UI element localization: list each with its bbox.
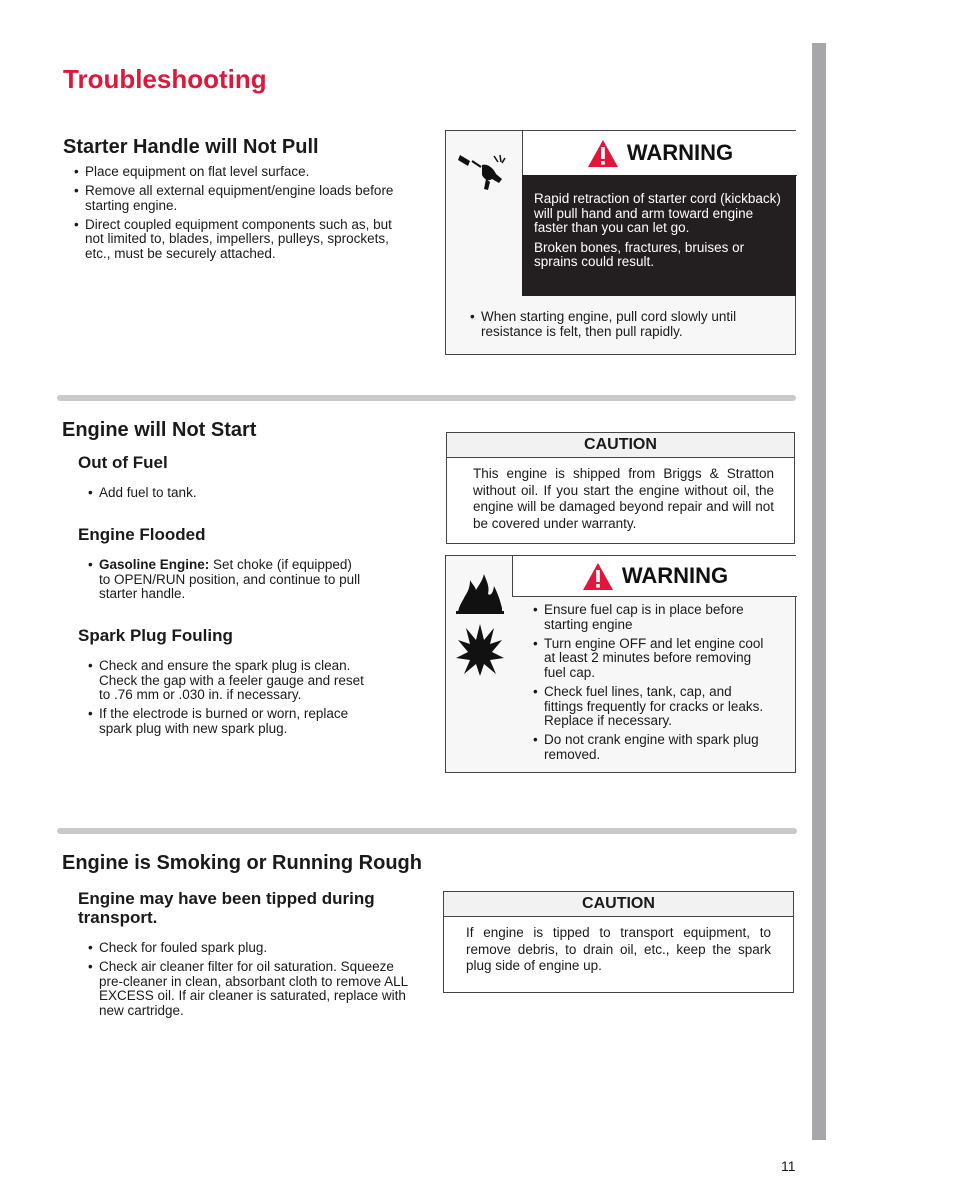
page-title: Troubleshooting	[63, 64, 267, 94]
tipped-heading: Engine may have been tipped during transport.	[78, 889, 375, 927]
out-of-fuel-heading: Out of Fuel	[78, 453, 168, 472]
list-item: • When starting engine, pull cord slowly until resistance is felt, then pull rapidly.	[470, 310, 770, 339]
list-item: • Direct coupled equipment components such as, but not limited to, blades, impellers, pulleys, sprockets, etc., must be securely attached.	[74, 218, 404, 262]
warning-label: WARNING	[626, 140, 734, 165]
smoking-heading: Engine is Smoking or Running Rough	[62, 852, 422, 874]
hazard-text: Rapid retraction of starter cord (kickback) will pull hand and arm toward engine faster than you can let go.	[534, 191, 781, 236]
bold-lead: Gasoline Engine:	[99, 557, 210, 572]
fire-hazard-icon	[454, 572, 506, 614]
tipping-caution-box	[443, 891, 794, 993]
starter-heading: Starter Handle will Not Pull	[63, 136, 319, 158]
caution-text: If engine is tipped to transport equipment, to remove debris, to drain oil, etc., keep the spark plug side of engine up.	[466, 925, 771, 973]
engine-flooded-list	[88, 558, 363, 606]
page-edge-bar	[812, 43, 826, 1140]
starter-bullet-list	[74, 165, 404, 266]
section-divider	[57, 828, 797, 834]
warning-hazard-panel	[522, 175, 796, 296]
spark-plug-heading: Spark Plug Fouling	[78, 626, 233, 645]
list-item	[88, 558, 363, 602]
not-start-heading: Engine will Not Start	[62, 419, 257, 441]
warning-bullet-list	[470, 310, 770, 344]
out-of-fuel-list	[88, 486, 388, 505]
list-item: • Check air cleaner filter for oil saturation. Squeeze pre-cleaner in clean, absorbant cloth to remove ALL EXCESS oil. If air cleaner is saturated, replace with new cartridge.	[88, 960, 408, 1018]
warning-bullet-list	[533, 603, 768, 767]
list-item: • Check and ensure the spark plug is clean. Check the gap with a feeler gauge and reset to .76 mm or .030 in. if necessary.	[88, 659, 373, 703]
hazard-text: Broken bones, fractures, bruises or sprains could result.	[534, 239, 745, 270]
list-item: • Place equipment on flat level surface.	[74, 165, 404, 180]
engine-flooded-heading: Engine Flooded	[78, 525, 206, 544]
list-item: • If the electrode is burned or worn, replace spark plug with new spark plug.	[88, 707, 373, 736]
list-item: • Remove all external equipment/engine loads before starting engine.	[74, 184, 404, 213]
tipped-bullet-list	[88, 941, 408, 1023]
warning-header	[522, 131, 797, 176]
warning-header	[512, 556, 797, 597]
list-item: • Check fuel lines, tank, cap, and fittings frequently for cracks or leaks. Replace if necessary.	[533, 685, 768, 729]
explosion-hazard-icon	[456, 622, 504, 676]
list-item: • Ensure fuel cap is in place before starting engine	[533, 603, 768, 632]
list-item: • Turn engine OFF and let engine cool at least 2 minutes before removing fuel cap.	[533, 637, 768, 681]
kickback-hazard-icon	[454, 149, 512, 194]
caution-text: This engine is shipped from Briggs & Stratton without oil. If you start the engine without oil, the engine will be damaged beyond repair and will not be covered under warranty.	[473, 466, 774, 531]
spark-plug-list	[88, 659, 373, 741]
list-item: • Check for fouled spark plug.	[88, 941, 408, 956]
warning-triangle-icon	[582, 562, 614, 591]
list-item: • Add fuel to tank.	[88, 486, 388, 501]
warning-triangle-icon	[587, 139, 619, 168]
section-divider	[57, 395, 796, 401]
page-number: 11	[781, 1158, 796, 1174]
kickback-warning-box	[445, 130, 796, 355]
oil-caution-box	[446, 432, 795, 544]
caution-label: CAUTION	[444, 892, 793, 917]
warning-label: WARNING	[621, 563, 729, 588]
item-text: Set choke (if equipped) to OPEN/RUN position, and continue to pull starter handle.	[99, 557, 361, 602]
caution-label: CAUTION	[447, 433, 794, 458]
list-item: • Do not crank engine with spark plug removed.	[533, 733, 768, 762]
fuel-warning-box	[445, 555, 796, 773]
